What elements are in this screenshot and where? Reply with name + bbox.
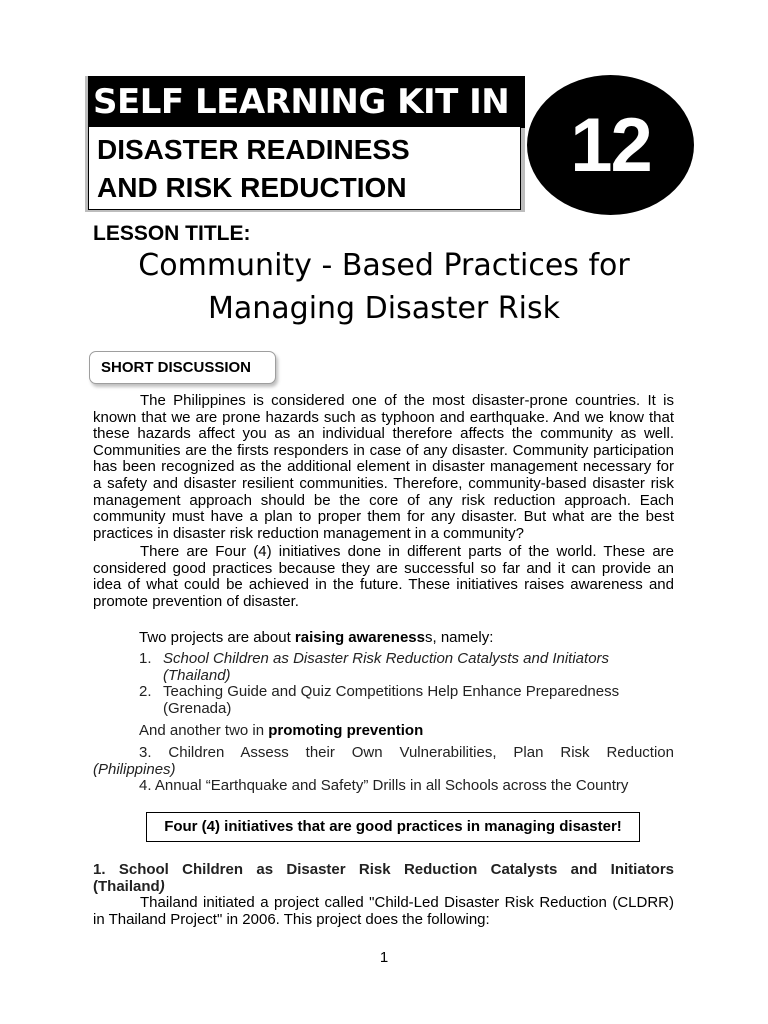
list-item-number: 2. — [139, 683, 152, 700]
subject-title-line1: DISASTER READINESS — [97, 134, 410, 165]
initiatives-paragraph: There are Four (4) initiatives done in different parts of the world. These are considered good practices because they are successful so far and it can provide an idea of what could be achieved in the future. These initiatives raises awareness and promote prevention of disaster. — [93, 543, 674, 610]
list-item-text: School Children as Disaster Risk Reduction Catalysts and Initiators — [163, 650, 610, 667]
lesson-title-label: LESSON TITLE: — [93, 222, 251, 245]
awareness-intro — [139, 629, 493, 646]
kit-title-banner: SELF LEARNING KIT IN — [88, 76, 525, 128]
prevention-item-3: 3. Children Assess their Own Vulnerabilities, Plan Risk Reduction — [139, 744, 674, 761]
awareness-intro-suffix: s, namely: — [425, 629, 494, 646]
prevention-intro — [139, 722, 423, 739]
list-item-country: (Grenada) — [163, 699, 232, 717]
list-item-text: Teaching Guide and Quiz Competitions Help Enhance Preparedness — [163, 683, 620, 700]
list-item-country: (Thailand) — [163, 666, 231, 684]
prevention-intro-prefix: And another two in — [139, 722, 269, 739]
list-item — [139, 651, 674, 684]
prevention-item-3-country-text: (Philippines) — [93, 761, 176, 778]
prevention-item-3-country — [93, 761, 176, 778]
initiatives-callout-box: Four (4) initiatives that are good practices in managing disaster! — [146, 812, 640, 842]
kit-title-block — [85, 76, 525, 212]
lesson-title — [60, 244, 708, 330]
subject-title-box — [88, 126, 521, 210]
prevention-item-4: 4. Annual “Earthquake and Safety” Drills in all Schools across the Country — [139, 777, 629, 794]
grade-badge: 12 — [527, 75, 694, 215]
prevention-intro-bold: promoting prevention — [268, 722, 424, 739]
awareness-intro-prefix: Two projects are about — [139, 629, 295, 646]
lesson-title-line2: Managing Disaster Risk — [208, 291, 560, 326]
subsection-body: Thailand initiated a project called "Child-Led Disaster Risk Reduction (CLDRR) in Thailand Project" in 2006. This project does the following: — [93, 894, 674, 928]
subsection-heading: 1. School Children as Disaster Risk Reduction Catalysts and Initiators — [93, 861, 674, 878]
subsection-country-paren: ) — [159, 878, 165, 895]
subsection-country-text: (Thailand — [93, 878, 160, 895]
list-item — [139, 684, 674, 717]
page-number: 1 — [379, 949, 389, 966]
subject-title-line2: AND RISK REDUCTION — [97, 172, 407, 203]
lesson-title-line1: Community - Based Practices for — [138, 248, 630, 283]
short-discussion-label: SHORT DISCUSSION — [89, 351, 276, 384]
intro-paragraph: The Philippines is considered one of the most disaster-prone countries. It is known that we are prone hazards such as typhoon and earthquake. And we know that these hazards affect you as an individual therefore affects the community as well. Communities are the firsts responders in case of any disaster. Community participation has been recognized as the additional element in disaster management necessary for a safety and disaster resilient communities. Therefore, community-based disaster risk management approach should be the core of any risk reduction approach. Each community must have a plan to proper them for any disaster. But what are the best practices in disaster risk reduction management in a community? — [93, 392, 674, 542]
list-item-number: 1. — [139, 650, 152, 667]
awareness-intro-bold: raising awareness — [294, 629, 425, 646]
